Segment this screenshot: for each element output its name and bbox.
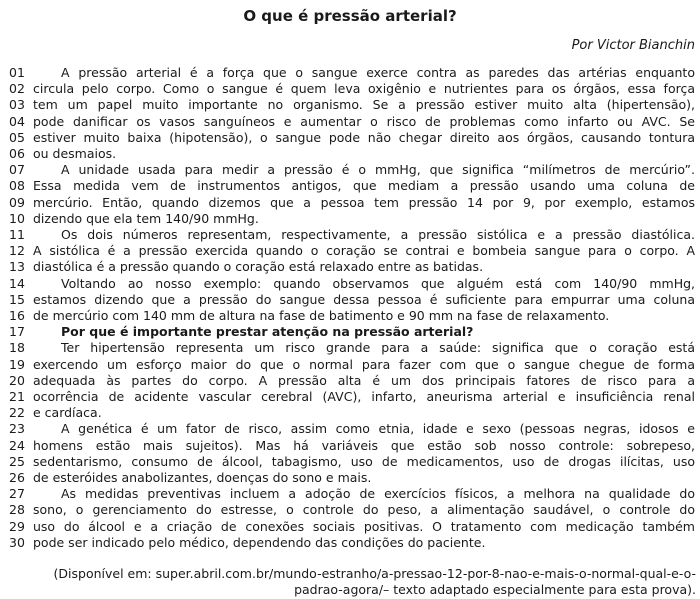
line-number: 10 bbox=[9, 210, 25, 226]
line-row bbox=[0, 373, 700, 389]
line-row bbox=[0, 519, 700, 535]
line-text: Essa medida vem de instrumentos antigos, que mediam a pressão usando uma coluna de bbox=[33, 178, 695, 194]
line-number: 15 bbox=[9, 291, 25, 307]
line-row bbox=[0, 146, 700, 162]
line-number: 13 bbox=[9, 259, 25, 275]
line-text: tem um papel muito importante no organismo. Se a pressão estiver muito alta (hipertensão), bbox=[33, 97, 695, 113]
line-number: 26 bbox=[9, 470, 25, 486]
line-text: A unidade usada para medir a pressão é o mmHg, que significa “milímetros de mercúrio”. bbox=[61, 162, 695, 178]
line-row bbox=[0, 470, 700, 486]
line-text: circula pelo corpo. Como o sangue é quem leva oxigênio e nutrientes para os órgãos, essa força bbox=[33, 81, 695, 97]
line-number: 07 bbox=[9, 162, 25, 178]
line-number: 22 bbox=[9, 405, 25, 421]
line-text: Ter hipertensão representa um risco grande para a saúde: significa que o coração está bbox=[61, 340, 695, 356]
line-row bbox=[0, 535, 700, 551]
line-text: mercúrio. Então, quando dizemos que a pessoa tem pressão 14 por 9, por exemplo, estamos bbox=[33, 194, 695, 210]
line-text: de mercúrio com 140 mm de altura na fase de batimento e 90 mm na fase de relaxamento. bbox=[33, 308, 610, 324]
line-row bbox=[0, 357, 700, 373]
line-text: homens estão mais sujeitos). Mas há variáveis que estão sob nosso controle: sobrepeso, bbox=[33, 437, 695, 453]
line-row bbox=[0, 162, 700, 178]
line-number: 08 bbox=[9, 178, 25, 194]
line-row bbox=[0, 65, 700, 81]
line-row bbox=[0, 227, 700, 243]
line-number: 12 bbox=[9, 243, 25, 259]
line-number: 01 bbox=[9, 65, 25, 80]
line-text: estiver muito baixa (hipotensão), o sangue pode não chegar direito aos órgãos, causando tontura bbox=[33, 129, 695, 145]
line-number: 25 bbox=[9, 453, 25, 469]
line-row bbox=[0, 438, 700, 454]
line-text: pode danificar os vasos sanguíneos e aumentar o risco de problemas como infarto ou AVC. Se bbox=[33, 113, 695, 129]
line-row bbox=[0, 130, 700, 146]
line-text: sedentarismo, consumo de álcool, tabagismo, uso de medicamentos, uso de drogas ilícitas, uso bbox=[33, 453, 695, 469]
line-text: Voltando ao nosso exemplo: quando observamos que alguém está com 140/90 mmHg, bbox=[61, 275, 695, 291]
document-title: O que é pressão arterial? bbox=[243, 7, 457, 25]
line-row bbox=[0, 308, 700, 324]
line-number: 27 bbox=[9, 486, 25, 502]
line-number: 21 bbox=[9, 389, 25, 405]
line-text: uso do álcool e a criação de conexões sociais positivas. O tratamento com medicação também bbox=[33, 518, 695, 534]
line-number: 29 bbox=[9, 518, 25, 534]
line-number: 02 bbox=[9, 81, 25, 97]
line-row bbox=[0, 211, 700, 227]
line-text: dizendo que ela tem 140/90 mmHg. bbox=[33, 210, 259, 226]
line-row bbox=[0, 243, 700, 259]
line-text: exercendo um esforço maior do que o normal para fazer com que o sangue chegue de forma bbox=[33, 356, 695, 372]
source-note-line-2: padrao-agora/– texto adaptado especialmente para esta prova). bbox=[294, 582, 696, 598]
line-number: 14 bbox=[9, 275, 25, 291]
line-number: 20 bbox=[9, 372, 25, 388]
byline: Por Victor Bianchin bbox=[571, 38, 695, 53]
line-row bbox=[0, 454, 700, 470]
line-text: pode ser indicado pelo médico, dependendo das condições do paciente. bbox=[33, 534, 486, 550]
line-number: 11 bbox=[9, 227, 25, 243]
line-number: 23 bbox=[9, 421, 25, 437]
body-lines bbox=[0, 65, 700, 551]
line-row bbox=[0, 486, 700, 502]
line-row bbox=[0, 421, 700, 437]
line-number: 03 bbox=[9, 97, 25, 113]
line-row bbox=[0, 276, 700, 292]
line-row bbox=[0, 292, 700, 308]
line-number: 17 bbox=[9, 324, 25, 340]
line-text: e cardíaca. bbox=[33, 405, 102, 421]
source-note-line-1: (Disponível em: super.abril.com.br/mundo-estranho/a-pressao-12-por-8-nao-e-mais-o-normal-qual-e-o- bbox=[53, 566, 696, 582]
source-note bbox=[0, 566, 700, 598]
line-number: 24 bbox=[9, 437, 25, 453]
line-row bbox=[0, 178, 700, 194]
line-row bbox=[0, 114, 700, 130]
line-text: A sistólica é a pressão exercida quando o coração se contrai e bombeia sangue para o corpo. A bbox=[33, 243, 695, 259]
line-text: ou desmaios. bbox=[33, 146, 117, 162]
line-text: As medidas preventivas incluem a adoção de exercícios físicos, a melhora na qualidade do bbox=[61, 486, 695, 502]
line-number: 09 bbox=[9, 194, 25, 210]
line-text: estamos dizendo que a pressão do sangue dessa pessoa é suficiente para empurrar uma coluna bbox=[33, 291, 695, 307]
line-number: 18 bbox=[9, 340, 25, 356]
line-text: de esteróides anabolizantes, doenças do sono e mais. bbox=[33, 470, 372, 486]
line-row bbox=[0, 324, 700, 340]
line-text: diastólica é a pressão quando o coração está relaxado entre as batidas. bbox=[33, 259, 484, 275]
line-row bbox=[0, 97, 700, 113]
line-row bbox=[0, 195, 700, 211]
line-number: 19 bbox=[9, 356, 25, 372]
line-row bbox=[0, 81, 700, 97]
line-text: Os dois números representam, respectivamente, a pressão sistólica e a pressão diastólica. bbox=[61, 227, 695, 243]
line-text: adequada às partes do corpo. A pressão alta é um dos principais fatores de risco para a bbox=[33, 372, 695, 388]
line-text: Por que é importante prestar atenção na pressão arterial? bbox=[61, 324, 474, 340]
line-number: 06 bbox=[9, 146, 25, 162]
line-number: 05 bbox=[9, 129, 25, 145]
line-row bbox=[0, 405, 700, 421]
line-row bbox=[0, 502, 700, 518]
line-number: 16 bbox=[9, 308, 25, 324]
line-row bbox=[0, 340, 700, 356]
line-text: ocorrência de acidente vascular cerebral (AVC), infarto, aneurisma arterial e insuficiência renal bbox=[33, 389, 695, 405]
line-text: A genética é um fator de risco, assim como etnia, idade e sexo (pessoas negras, idosos e bbox=[61, 421, 695, 437]
line-row bbox=[0, 259, 700, 275]
line-number: 04 bbox=[9, 113, 25, 129]
line-text: sono, o gerenciamento do estresse, o controle do peso, a alimentação saudável, o controle do bbox=[33, 502, 695, 518]
line-number: 30 bbox=[9, 534, 25, 550]
line-number: 28 bbox=[9, 502, 25, 518]
line-text: A pressão arterial é a força que o sangue exerce contra as paredes das artérias enquanto bbox=[61, 65, 695, 80]
line-row bbox=[0, 389, 700, 405]
